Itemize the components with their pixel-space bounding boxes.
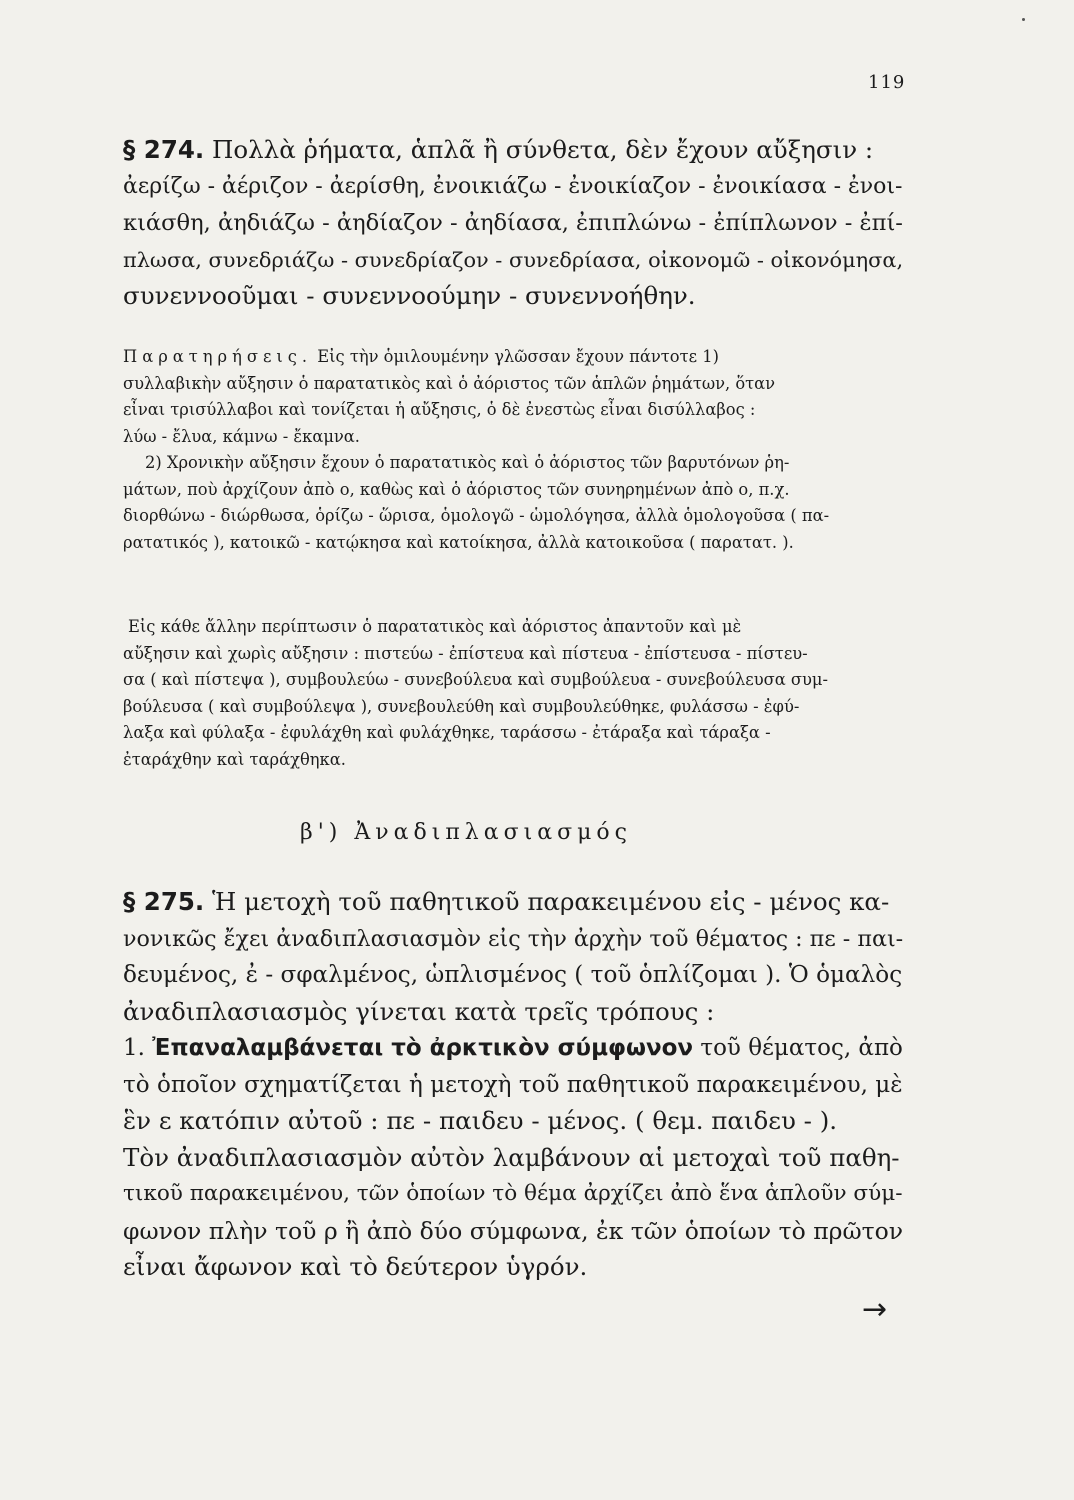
section-274 [123,132,903,315]
observations-line: εἶναι τρισύλλαβοι καὶ τονίζεται ἡ αὔξησις, ὁ δὲ ἐνεστὼς εἶναι δισύλλαβος : [123,400,756,419]
rule-1-rest: τοῦ θέματος, ἀπὸ [700,1035,903,1061]
observations [123,344,903,556]
rule-1-line: τὸ ὁποῖον σχηματίζεται ἡ μετοχὴ τοῦ παθητικοῦ παρακειμένου, μὲ [123,1071,903,1098]
rule-1-line: ἓν ε κατόπιν αὐτοῦ : πε - παιδευ - μένος. ( θεμ. παιδευ - ). [123,1106,838,1135]
rule-1-line: φωνον πλὴν τοῦ ρ ἢ ἀπὸ δύο σύμφωνα, ἐκ τῶν ὁποίων τὸ πρῶτον [123,1216,904,1245]
section-275-line [123,884,903,921]
section-275-line: ἀναδιπλασιασμὸς γίνεται κατὰ τρεῖς τρόπους : [123,996,715,1026]
continuation-arrow-icon: → [862,1292,888,1327]
observations-line: λύω - ἔλυα, κάμνω - ἔκαμνα. [123,426,360,446]
rule-1-line [123,1030,903,1067]
observations-line: Εἰς κάθε ἄλλην περίπτωσιν ὁ παρατατικὸς καὶ ἀόριστος ἀπαντοῦν καὶ μὲ [128,617,742,636]
rule-1-line: Τὸν ἀναδιπλασιασμὸν αὐτὸν λαμβάνουν αἱ μετοχαὶ τοῦ παθη- [123,1142,900,1172]
observations-line: διορθώνω - διώρθωσα, ὁρίζω - ὥρισα, ὁμολογῶ - ὡμολόγησα, ἀλλὰ ὁμολογοῦσα ( πα- [123,506,830,525]
observations-line: μάτων, ποὺ ἀρχίζουν ἀπὸ ο, καθὼς καὶ ὁ ἀόριστος τῶν συνηρημένων ἀπὸ ο, π.χ. [123,479,790,499]
rule-1-line: εἶναι ἄφωνον καὶ τὸ δεύτερον ὑγρόν. [123,1252,588,1281]
corner-mark [1022,18,1025,21]
observations-line: λαξα καὶ φύλαξα - ἐφυλάχθη καὶ φυλάχθηκε, ταράσσω - ἐτάραξα καὶ τάραξα - [123,723,771,742]
section-274-line: κιάσθη, ἀηδιάζω - ἀηδίαζον - ἀηδίασα, ἐπιπλώνω - ἐπίπλωνον - ἐπί- [123,210,903,236]
page-number: 119 [868,72,906,93]
observations-line: αὔξησιν καὶ χωρὶς αὔξησιν : πιστεύω - ἐπίστευα καὶ πίστευα - ἐπίστευσα - πίστευ- [123,643,808,663]
section-275-line: δευμένος, ἐ - σφαλμένος, ὡπλισμένος ( τοῦ ὁπλίζομαι ). Ὁ ὁμαλὸς [123,962,903,988]
section-274-line: συνεννοοῦμαι - συνεννοούμην - συνεννοήθην. [123,281,696,310]
rule-1-line: τικοῦ παρακειμένου, τῶν ὁποίων τὸ θέμα ἀρχίζει ἀπὸ ἕνα ἁπλοῦν σύμ- [123,1181,903,1206]
section-275-number: § 275. [123,887,205,916]
section-274-line: ἀερίζω - ἀέριζον - ἀερίσθη, ἐνοικιάζω - ἐνοικίαζον - ἐνοικίασα - ἐνοι- [123,173,903,199]
observations-line: βούλευσα ( καὶ συμβούλεψα ), συνεβουλεύθη καὶ συμβουλεύθηκε, φυλάσσω - ἐφύ- [123,696,800,716]
rule-1-number: 1. [123,1035,145,1061]
observations-text: Εἰς τὴν ὁμιλουμένην γλῶσσαν ἔχουν πάντοτε 1) [317,347,719,366]
section-274-number: § 274. [123,135,205,164]
section-274-text: Πολλὰ ῥήματα, ἁπλᾶ ἢ σύνθετα, δὲν ἔχουν αὔξησιν : [212,135,874,164]
observations-continued [123,614,903,773]
rule-1 [123,1030,903,1286]
subheading: β') Ἀναδιπλασιασμός [300,820,632,845]
observations-line: σα ( καὶ πίστεψα ), συμβουλεύω - συνεβούλευα καὶ συμβούλευα - συνεβούλευσα συμ- [123,670,828,689]
observations-line: 2) Χρονικὴν αὔξησιν ἔχουν ὁ παρατατικὸς καὶ ὁ ἀόριστος τῶν βαρυτόνων ῥη- [145,453,790,472]
observations-label: Παρατηρήσεις. [123,347,313,366]
section-275 [123,884,903,1030]
observations-line: συλλαβικὴν αὔξησιν ὁ παρατατικὸς καὶ ὁ ἀόριστος τῶν ἁπλῶν ῥημάτων, ὅταν [123,373,776,393]
section-275-line: νονικῶς ἔχει ἀναδιπλασιασμὸν εἰς τὴν ἀρχὴν τοῦ θέματος : πε - παι- [123,925,904,952]
section-274-line [123,132,903,169]
observations-line [123,344,903,371]
section-274-line: πλωσα, συνεδριάζω - συνεδρίαζον - συνεδρίασα, οἰκονομῶ - οἰκονόμησα, [123,247,904,272]
observations-line: ἐταράχθην καὶ ταράχθηκα. [123,749,346,769]
rule-1-bold: Ἐπαναλαμβάνεται τὸ ἀρκτικὸν σύμφωνον [152,1035,694,1061]
section-275-text: Ἡ μετοχὴ τοῦ παθητικοῦ παρακειμένου εἰς - μένος κα- [212,887,890,916]
observations-line: ρατατικός ), κατοικῶ - κατῴκησα καὶ κατοίκησα, ἀλλὰ κατοικοῦσα ( παρατατ. ). [123,532,794,552]
